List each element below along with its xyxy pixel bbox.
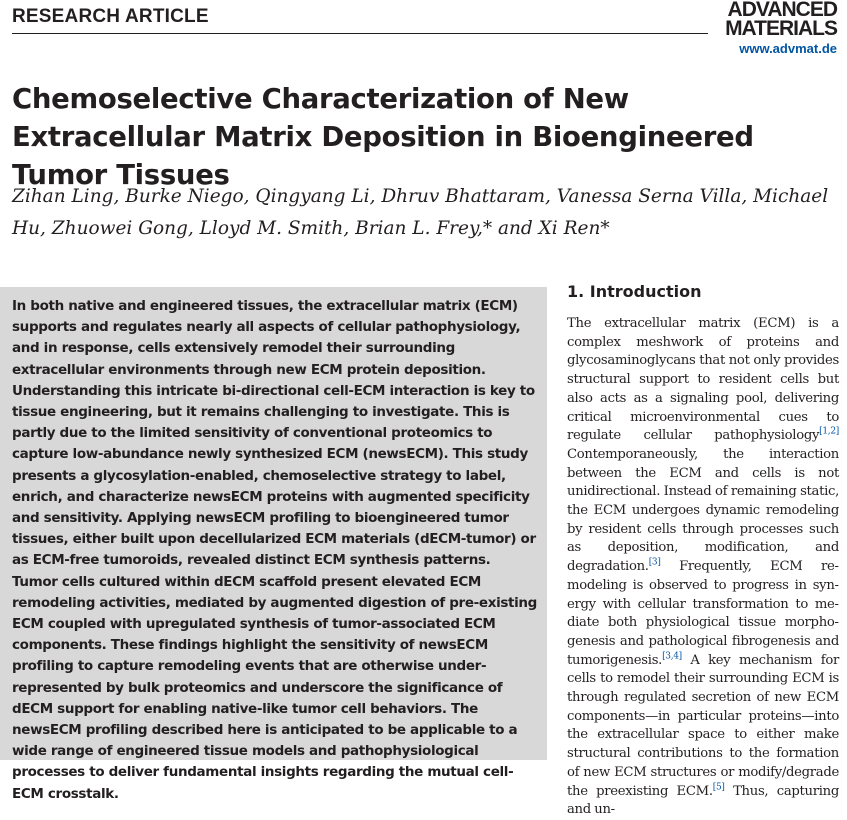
citation-link[interactable]: [1,2] — [819, 426, 839, 437]
journal-logo — [725, 0, 837, 38]
journal-logo-line2: MATERIALS — [725, 17, 837, 40]
citation-link[interactable]: [5] — [712, 782, 725, 793]
journal-logo-line1: ADVANCED — [727, 0, 837, 21]
introduction-text — [567, 315, 839, 820]
citation-link[interactable]: [3] — [648, 557, 661, 568]
intro-segment: The extracellular matrix (ECM) is a complex meshwork of proteins and glycosaminoglycans that not only provides structural support to resident cells but also acts as a signaling pool, delivering critical microenvironmental cues to regulate cellular pathophysiology — [567, 316, 839, 444]
citation-link[interactable]: [3,4] — [662, 651, 682, 662]
journal-url-link[interactable]: www.advmat.de — [739, 41, 837, 56]
introduction-heading: 1. Introduction — [567, 282, 702, 301]
article-type-label: RESEARCH ARTICLE — [12, 6, 209, 27]
intro-segment: A key mechanism for cells to remodel their surrounding ECM is through regulated secretion of new ECM components—in particular proteins—into the extracellular space to either make structural contributions to the formation of new ECM structures or modify/degrade the preexisting ECM. — [567, 652, 839, 799]
abstract-text: In both native and engineered tissues, the extracellular matrix (ECM) supports and regulates nearly all aspects of cellular pathophysiology, and in response, cells extensively remodel their surrounding extracellular environments through new ECM protein deposition. Understanding this intricate bi-directional cell-ECM interaction is key to tissue engineering, but it remains challenging to investigate. This is partly due to the limited sensitivity of conventional proteomics to capture low-abundance newly synthesized ECM (newsECM). This study presents a glycosylation-enabled, chemoselective strategy to label, enrich, and characterize newsECM proteins with augmented specificity and sensitivity. Applying newsECM profiling to bioengineered tumor tissues, either built upon decellularized ECM materials (dECM-tumor) or as ECM-free tumoroids, revealed distinct ECM synthesis patterns. Tumor cells cultured within dECM scaffold present elevated ECM remodeling activities, mediated by augmented digestion of pre-existing ECM coupled with upregulated synthesis of tumor-associated ECM components. These findings highlight the sensitivity of newsECM profiling to capture remodeling events that are otherwise under-represented by bulk proteomics and underscore the significance of dECM support for enabling native-like tumor cell behaviors. The newsECM profiling described here is anticipated to be applicable to a wide range of engineered tissue models and pathophysiological processes to deliver fundamental insights regarding the mutual cell-ECM crosstalk. — [12, 298, 537, 802]
article-title: Chemoselective Characterization of New Extracellular Matrix Deposition in Bioengineered Tumor Tissues — [12, 83, 754, 191]
header-rule — [12, 33, 708, 34]
author-list: Zihan Ling, Burke Niego, Qingyang Li, Dhruv Bhattaram, Vanessa Serna Villa, Michael Hu, Zhuowei Gong, Lloyd M. Smith, Brian L. Frey,* and Xi Ren* — [12, 186, 829, 239]
intro-segment: Contemporaneously, the interaction between the ECM and cells is not unidirectional. Instead of remaining static, the ECM undergoes dynamic remodeling by resident cells through processes such as deposition, modification, and degradation. — [567, 446, 839, 575]
intro-segment: Thus, capturing and un- — [567, 783, 839, 818]
intro-segment: Frequently, ECM remodeling is observed to progress in synergy with cellular transformation to mediate both physiological tissue morphogenesis and pathological fibrogenesis and tumorigenesis. — [567, 559, 839, 668]
